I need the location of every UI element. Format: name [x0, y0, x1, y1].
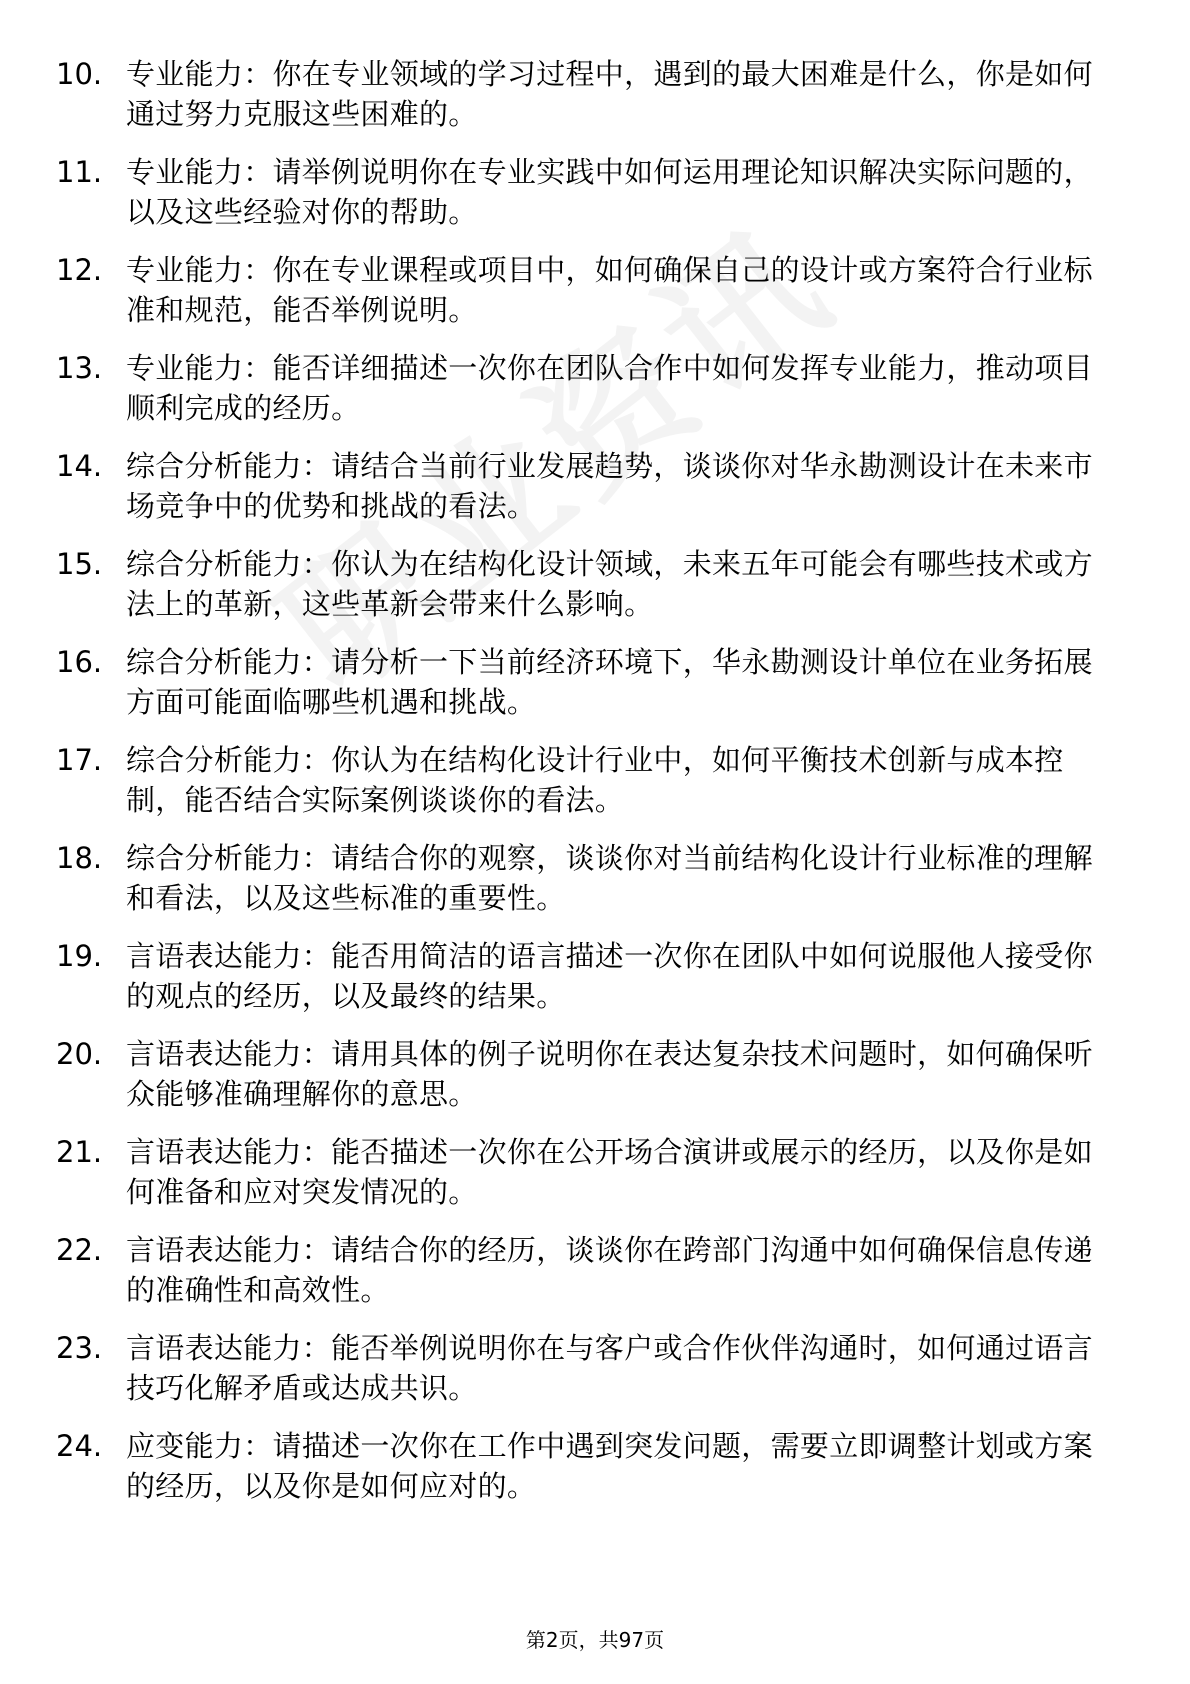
question-number: 12. [56, 253, 103, 287]
question-number: 20. [56, 1037, 103, 1071]
question-text: 专业能力：你在专业领域的学习过程中，遇到的最大困难是什么，你是如何通过努力克服这些困难的。 [126, 57, 1093, 131]
question-text: 言语表达能力：能否举例说明你在与客户或合作伙伴沟通时，如何通过语言技巧化解矛盾或达成共识。 [126, 1331, 1093, 1405]
question-text: 专业能力：请举例说明你在专业实践中如何运用理论知识解决实际问题的，以及这些经验对你的帮助。 [126, 155, 1093, 229]
question-number: 13. [56, 351, 103, 385]
question-number: 10. [56, 57, 103, 91]
question-text: 综合分析能力：你认为在结构化设计领域，未来五年可能会有哪些技术或方法上的革新，这些革新会带来什么影响。 [126, 547, 1093, 621]
question-item-23 [0, 1328, 1190, 1426]
question-item-16 [0, 642, 1190, 740]
question-item-18 [0, 838, 1190, 936]
question-number: 17. [56, 743, 103, 777]
question-text: 言语表达能力：能否描述一次你在公开场合演讲或展示的经历，以及你是如何准备和应对突发情况的。 [126, 1135, 1093, 1209]
question-text: 应变能力：请描述一次你在工作中遇到突发问题，需要立即调整计划或方案的经历，以及你是如何应对的。 [126, 1429, 1093, 1503]
question-number: 24. [56, 1429, 103, 1463]
page-footer: 第2页，共97页 [525, 1628, 665, 1652]
question-number: 19. [56, 939, 103, 973]
question-number: 18. [56, 841, 103, 875]
question-text: 综合分析能力：请结合你的观察，谈谈你对当前结构化设计行业标准的理解和看法，以及这些标准的重要性。 [126, 841, 1093, 915]
question-item-20 [0, 1034, 1190, 1132]
question-text: 专业能力：你在专业课程或项目中，如何确保自己的设计或方案符合行业标准和规范，能否举例说明。 [126, 253, 1093, 327]
question-item-14 [0, 446, 1190, 544]
question-item-22 [0, 1230, 1190, 1328]
question-item-19 [0, 936, 1190, 1034]
question-item-12 [0, 250, 1190, 348]
question-number: 16. [56, 645, 103, 679]
question-number: 22. [56, 1233, 103, 1267]
question-text: 综合分析能力：请分析一下当前经济环境下，华永勘测设计单位在业务拓展方面可能面临哪些机遇和挑战。 [126, 645, 1093, 719]
question-number: 11. [56, 155, 103, 189]
question-item-17 [0, 740, 1190, 838]
question-text: 综合分析能力：请结合当前行业发展趋势，谈谈你对华永勘测设计在未来市场竞争中的优势和挑战的看法。 [126, 449, 1093, 523]
question-list [0, 54, 1190, 1524]
question-text: 专业能力：能否详细描述一次你在团队合作中如何发挥专业能力，推动项目顺利完成的经历。 [126, 351, 1093, 425]
question-item-11 [0, 152, 1190, 250]
question-number: 14. [56, 449, 103, 483]
question-text: 言语表达能力：能否用简洁的语言描述一次你在团队中如何说服他人接受你的观点的经历，以及最终的结果。 [126, 939, 1093, 1013]
question-item-15 [0, 544, 1190, 642]
question-text: 言语表达能力：请用具体的例子说明你在表达复杂技术问题时，如何确保听众能够准确理解你的意思。 [126, 1037, 1093, 1111]
question-item-13 [0, 348, 1190, 446]
question-text: 综合分析能力：你认为在结构化设计行业中，如何平衡技术创新与成本控制，能否结合实际案例谈谈你的看法。 [126, 743, 1064, 817]
question-item-24 [0, 1426, 1190, 1524]
question-item-21 [0, 1132, 1190, 1230]
question-number: 15. [56, 547, 103, 581]
question-item-10 [0, 54, 1190, 152]
question-number: 21. [56, 1135, 103, 1169]
question-text: 言语表达能力：请结合你的经历，谈谈你在跨部门沟通中如何确保信息传递的准确性和高效性。 [126, 1233, 1093, 1307]
question-number: 23. [56, 1331, 103, 1365]
